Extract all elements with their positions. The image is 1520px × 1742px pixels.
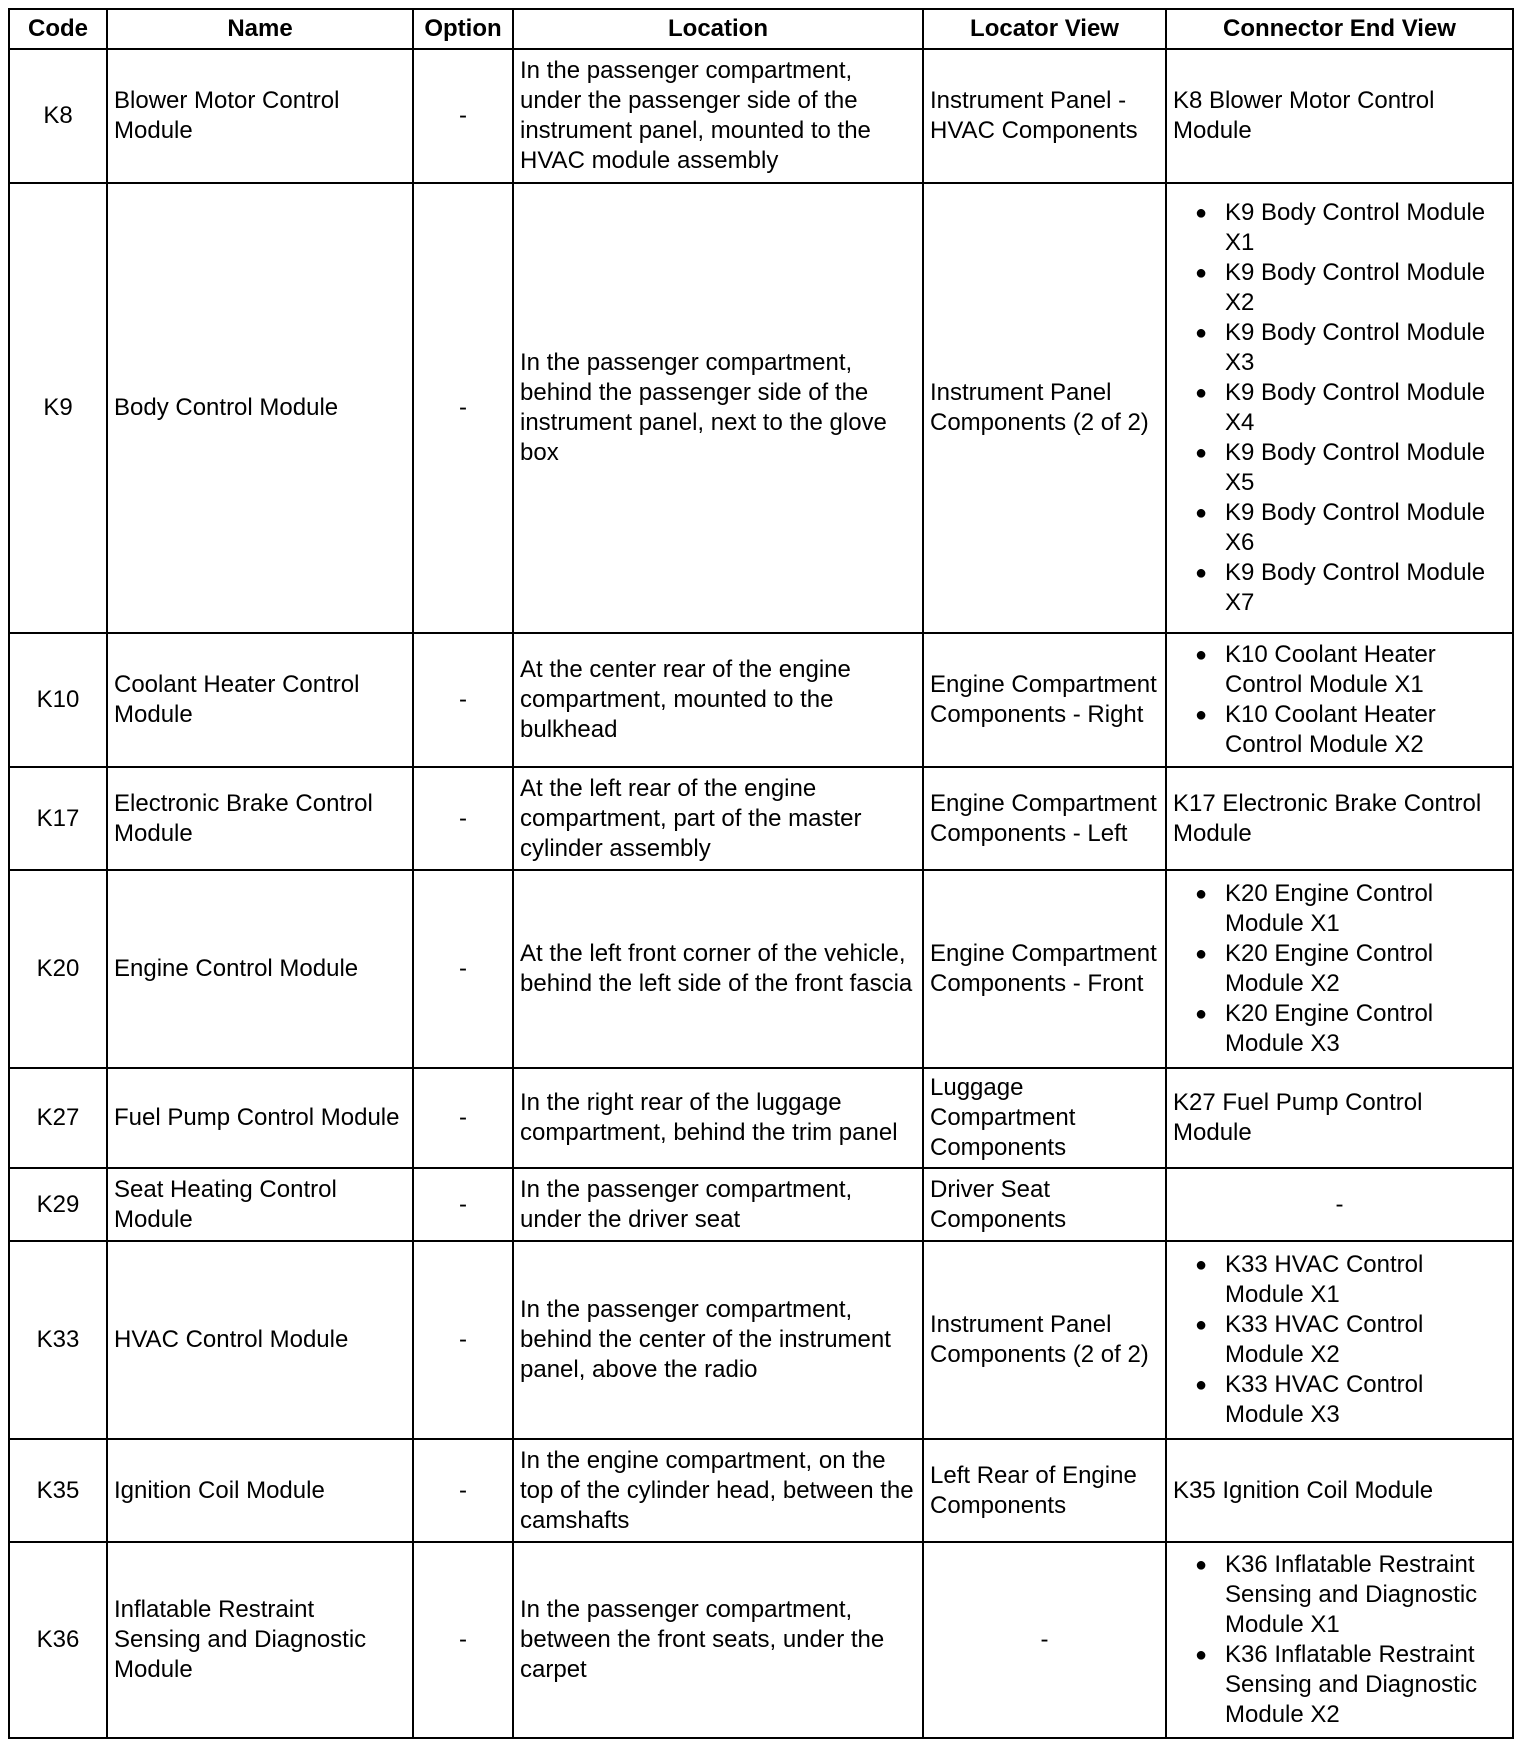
connector-list-item: ● K20 Engine Control Module X3 [1173, 999, 1506, 1059]
cell-locator-view: Luggage Compartment Components [923, 1068, 1166, 1168]
connector-list-item: ● K20 Engine Control Module X2 [1173, 939, 1506, 999]
cell-code: K27 [9, 1068, 107, 1168]
table-row [9, 1542, 1513, 1738]
cell-name: Seat Heating Control Module [107, 1168, 413, 1241]
cell-option: - [413, 49, 513, 183]
header-row [9, 9, 1513, 49]
cell-locator-view: Driver Seat Components [923, 1168, 1166, 1241]
table-row [9, 183, 1513, 633]
cell-name: Fuel Pump Control Module [107, 1068, 413, 1168]
cell-connector-end-view [1166, 1168, 1513, 1241]
cell-connector-end-view [1166, 633, 1513, 767]
cell-location: In the passenger compartment, under the driver seat [513, 1168, 923, 1241]
cell-code: K33 [9, 1241, 107, 1439]
connector-list-item: ● K9 Body Control Module X1 [1173, 198, 1506, 258]
cell-connector-end-view [1166, 1542, 1513, 1738]
cell-locator-view: Left Rear of Engine Components [923, 1439, 1166, 1542]
table-row [9, 1439, 1513, 1542]
cell-code: K9 [9, 183, 107, 633]
cell-code: K35 [9, 1439, 107, 1542]
connector-list [1173, 198, 1506, 618]
cell-code: K17 [9, 767, 107, 870]
cell-name: Ignition Coil Module [107, 1439, 413, 1542]
cell-code: K36 [9, 1542, 107, 1738]
cell-name: HVAC Control Module [107, 1241, 413, 1439]
cell-location: In the passenger compartment, behind the passenger side of the instrument panel, next to the glove box [513, 183, 923, 633]
cell-location: At the left front corner of the vehicle, behind the left side of the front fascia [513, 870, 923, 1068]
cell-option: - [413, 1439, 513, 1542]
connector-list [1173, 640, 1506, 760]
connector-text: K35 Ignition Coil Module [1173, 1476, 1434, 1504]
connector-list-item: ● K9 Body Control Module X2 [1173, 258, 1506, 318]
cell-code: K8 [9, 49, 107, 183]
cell-location: In the passenger compartment, under the passenger side of the instrument panel, mounted to the HVAC module assembly [513, 49, 923, 183]
cell-connector-end-view [1166, 49, 1513, 183]
header-location: Location [513, 9, 923, 49]
cell-location: In the passenger compartment, between the front seats, under the carpet [513, 1542, 923, 1738]
header-option: Option [413, 9, 513, 49]
cell-location: At the center rear of the engine compartment, mounted to the bulkhead [513, 633, 923, 767]
cell-code: K10 [9, 633, 107, 767]
table-row [9, 1168, 1513, 1241]
cell-option: - [413, 1241, 513, 1439]
cell-connector-end-view [1166, 767, 1513, 870]
cell-location: In the right rear of the luggage compartment, behind the trim panel [513, 1068, 923, 1168]
table-row [9, 1068, 1513, 1168]
connector-list-item: ● K9 Body Control Module X3 [1173, 318, 1506, 378]
cell-option: - [413, 183, 513, 633]
cell-locator-view: Engine Compartment Components - Right [923, 633, 1166, 767]
cell-option: - [413, 1168, 513, 1241]
connector-list-item: ● K20 Engine Control Module X1 [1173, 879, 1506, 939]
cell-locator-view: Instrument Panel Components (2 of 2) [923, 183, 1166, 633]
cell-location: At the left rear of the engine compartment, part of the master cylinder assembly [513, 767, 923, 870]
cell-name: Body Control Module [107, 183, 413, 633]
cell-connector-end-view [1166, 1241, 1513, 1439]
table-row [9, 767, 1513, 870]
table-row [9, 1241, 1513, 1439]
connector-list-item: ● K33 HVAC Control Module X2 [1173, 1310, 1506, 1370]
connector-list-item: ● K33 HVAC Control Module X3 [1173, 1370, 1506, 1430]
connector-text: K27 Fuel Pump Control Module [1173, 1089, 1423, 1146]
connector-list-item: ● K36 Inflatable Restraint Sensing and Diagnostic Module X2 [1173, 1640, 1506, 1730]
table-row [9, 870, 1513, 1068]
cell-name: Blower Motor Control Module [107, 49, 413, 183]
cell-name: Electronic Brake Control Module [107, 767, 413, 870]
cell-locator-view: Engine Compartment Components - Front [923, 870, 1166, 1068]
connector-text: - [1335, 1190, 1344, 1218]
connector-list [1173, 1250, 1506, 1430]
cell-option: - [413, 1068, 513, 1168]
cell-locator-view: - [923, 1542, 1166, 1738]
cell-name: Engine Control Module [107, 870, 413, 1068]
cell-connector-end-view [1166, 870, 1513, 1068]
cell-code: K29 [9, 1168, 107, 1241]
cell-option: - [413, 633, 513, 767]
table-body [9, 49, 1513, 1738]
connector-list-item: ● K9 Body Control Module X6 [1173, 498, 1506, 558]
connector-list-item: ● K9 Body Control Module X5 [1173, 438, 1506, 498]
cell-name: Inflatable Restraint Sensing and Diagnostic Module [107, 1542, 413, 1738]
cell-locator-view: Instrument Panel Components (2 of 2) [923, 1241, 1166, 1439]
cell-locator-view: Engine Compartment Components - Left [923, 767, 1166, 870]
connector-list-item: ● K33 HVAC Control Module X1 [1173, 1250, 1506, 1310]
connector-list-item: ● K10 Coolant Heater Control Module X2 [1173, 700, 1506, 760]
connector-text: K8 Blower Motor Control Module [1173, 87, 1435, 144]
cell-connector-end-view [1166, 183, 1513, 633]
connector-list-item: ● K36 Inflatable Restraint Sensing and Diagnostic Module X1 [1173, 1550, 1506, 1640]
connector-list-item: ● K9 Body Control Module X4 [1173, 378, 1506, 438]
connector-list-item: ● K9 Body Control Module X7 [1173, 558, 1506, 618]
cell-location: In the engine compartment, on the top of the cylinder head, between the camshafts [513, 1439, 923, 1542]
header-name: Name [107, 9, 413, 49]
header-connector-end-view: Connector End View [1166, 9, 1513, 49]
connector-list [1173, 879, 1506, 1059]
component-locator-table [8, 8, 1514, 1739]
connector-list-item: ● K10 Coolant Heater Control Module X1 [1173, 640, 1506, 700]
cell-connector-end-view [1166, 1068, 1513, 1168]
connector-text: K17 Electronic Brake Control Module [1173, 789, 1482, 847]
cell-option: - [413, 767, 513, 870]
cell-name: Coolant Heater Control Module [107, 633, 413, 767]
header-locator-view: Locator View [923, 9, 1166, 49]
cell-code: K20 [9, 870, 107, 1068]
connector-list [1173, 1550, 1506, 1730]
cell-option: - [413, 1542, 513, 1738]
cell-connector-end-view [1166, 1439, 1513, 1542]
header-code: Code [9, 9, 107, 49]
cell-locator-view: Instrument Panel - HVAC Components [923, 49, 1166, 183]
cell-option: - [413, 870, 513, 1068]
table-row [9, 633, 1513, 767]
cell-location: In the passenger compartment, behind the center of the instrument panel, above the radio [513, 1241, 923, 1439]
table-row [9, 49, 1513, 183]
